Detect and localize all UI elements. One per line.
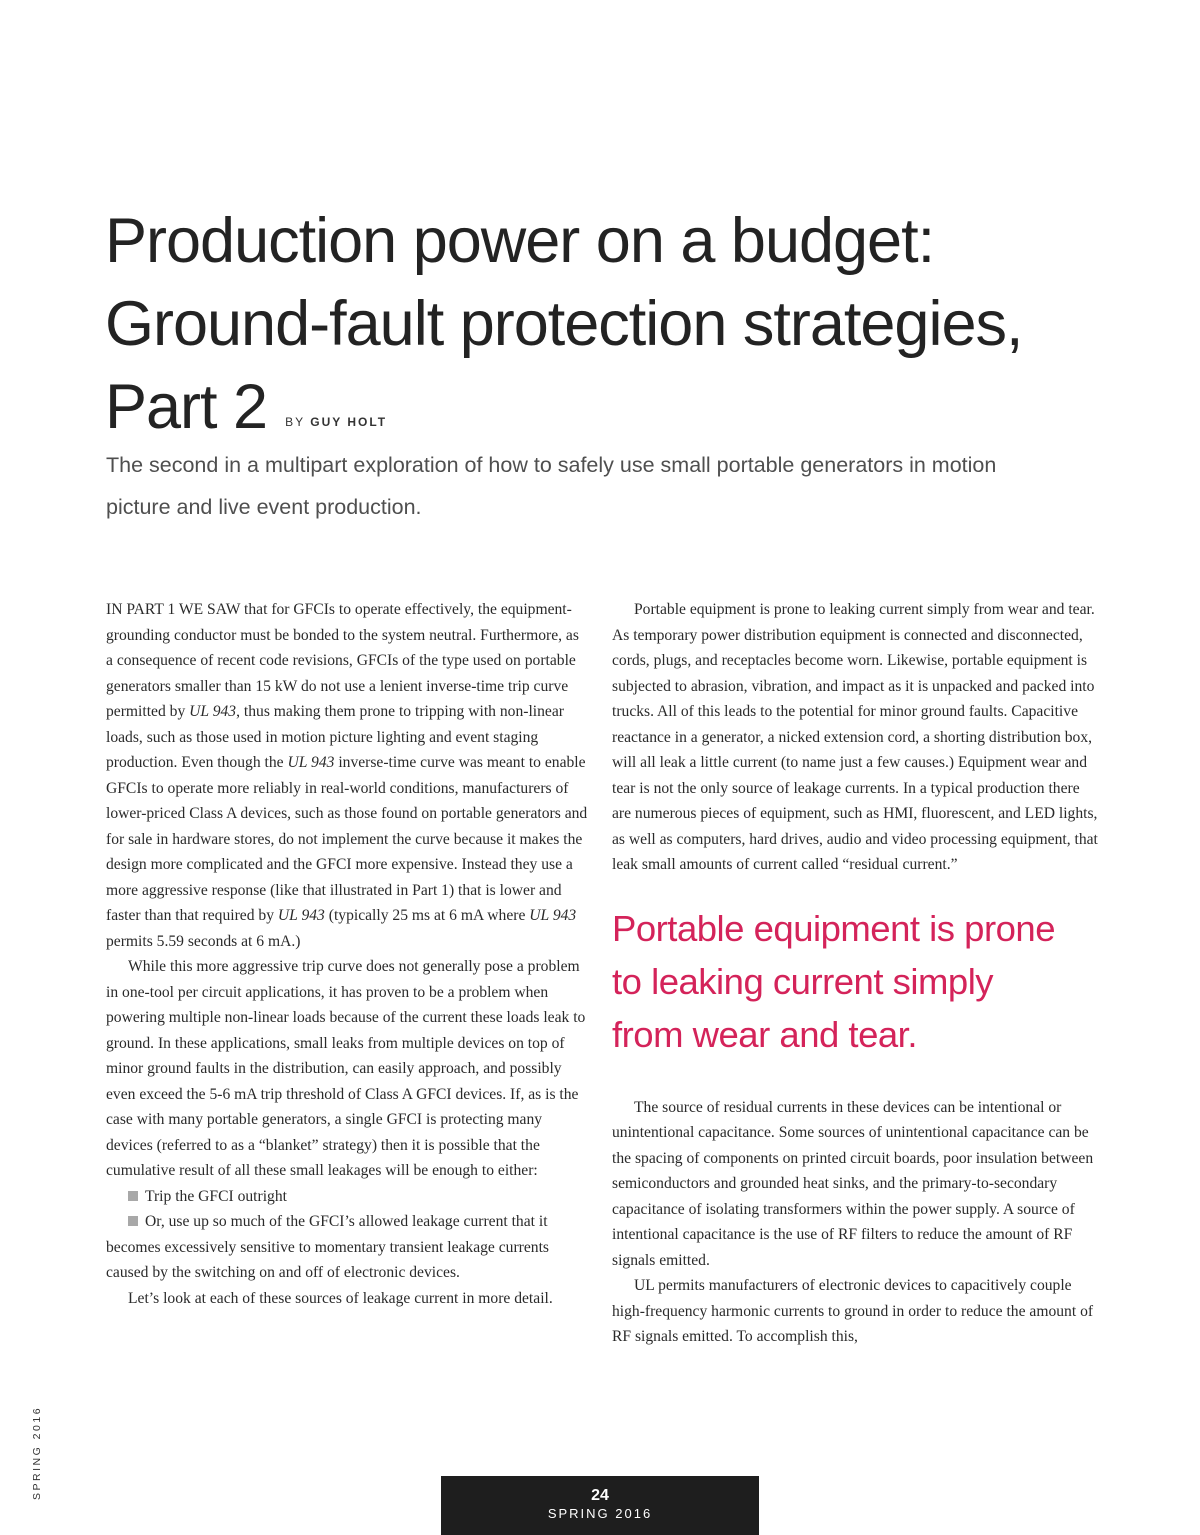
left-column xyxy=(106,597,589,1311)
body-paragraph: While this more aggressive trip curve does not generally pose a problem in one-tool per circuit applications, it has proven to be a problem when powering multiple non-linear loads because of the current these loads leak to ground. In these applications, small leaks from multiple devices on top of minor ground faults in the distribution, can easily approach, and possibly even exceed the 5-6 mA trip threshold of Class A GFCI devices. If, as is the case with many portable generators, a single GFCI is protecting many devices (referred to as a “blanket” strategy) then it is possible that the cumulative result of all these small leakages will be enough to either: xyxy=(106,958,586,1179)
byline xyxy=(285,415,387,429)
intro-text-c: inverse-time curve was meant to enable GFCIs to operate more reliably in real-world conditions, manufacturers of lower-priced Class A devices, such as those found on portable generators and for sale in hardware stores, do not implement the curve because it makes the design more complicated and the GFCI more expensive. Instead they use a more aggressive response (like that illustrated in Part 1) that is lower and faster than that required by xyxy=(106,754,588,924)
side-issue-label: SPRING 2016 xyxy=(31,1405,43,1500)
intro-paragraph xyxy=(106,597,589,954)
intro-text-e: permits 5.59 seconds at 6 mA.) xyxy=(106,932,301,950)
intro-text-a: IN PART 1 WE SAW that for GFCIs to operate effectively, the equipment-grounding conductor must be bonded to the system neutral. Furthermore, as a consequence of recent code revisions, GFCIs of the type used on portable generators smaller than 15 kW do not use a lenient inverse-time trip curve permitted by xyxy=(106,601,579,720)
pull-quote-line: from wear and tear. xyxy=(612,1013,917,1055)
pull-quote xyxy=(612,902,1098,1061)
bullet-item xyxy=(106,1184,589,1210)
title-line-3-text: Part 2 xyxy=(105,372,268,442)
page-number: 24 xyxy=(591,1487,609,1504)
intro-text-d: (typically 25 ms at 6 mA where xyxy=(324,907,530,924)
bullet-text: Or, use up so much of the GFCI’s allowed leakage current that it becomes excessively sensitive to momentary transient leakage currents caused by the switching on and off of electronic devices. xyxy=(106,1213,549,1281)
right-column xyxy=(612,597,1098,1350)
intro-text-b: , thus making them prone to tripping with non-linear loads, such as those used in motion picture lighting and event staging production. Even though the xyxy=(106,703,564,771)
title-line-1: Production power on a budget: xyxy=(105,206,935,276)
title-line-2: Ground-fault protection strategies, xyxy=(105,289,1023,359)
byline-prefix: BY xyxy=(285,415,305,429)
body-paragraph: UL permits manufacturers of electronic devices to capacitively couple high-frequency harmonic currents to ground in order to reduce the amount of RF signals emitted. To accomplish this, xyxy=(612,1277,1094,1345)
body-paragraph: Portable equipment is prone to leaking current simply from wear and tear. As temporary power distribution equipment is connected and disconnected, cords, plugs, and receptacles become worn. Likewise, portable equipment is subjected to abrasion, vibration, and impact as it is unpacked and packed into trucks. All of this leads to the potential for minor ground faults. Capacitive reactance in a generator, a nicked extension cord, a shorting distribution box, will all leak a little current (to name just a few causes.) Equipment wear and tear is not the only source of leakage currents. In a typical production there are numerous pieces of equipment, such as HMI, fluorescent, and LED lights, as well as computers, hard drives, audio and video processing equipment, that leak small amounts of current called “residual current.” xyxy=(612,601,1098,873)
standard-ref: UL 943 xyxy=(189,703,237,720)
bullet-item xyxy=(106,1209,589,1286)
standard-ref: UL 943 xyxy=(277,907,325,924)
article-title xyxy=(105,200,1105,464)
author-name: GUY HOLT xyxy=(310,415,388,429)
footer-issue: SPRING 2016 xyxy=(547,1506,653,1521)
pull-quote-line: to leaking current simply xyxy=(612,960,994,1002)
body-paragraph: Let’s look at each of these sources of leakage current in more detail. xyxy=(128,1289,553,1307)
pull-quote-line: Portable equipment is prone xyxy=(612,907,1056,949)
article-deck: The second in a multipart exploration of how to safely use small portable generators in motion picture and live event production. xyxy=(106,453,997,519)
standard-ref: UL 943 xyxy=(287,754,335,771)
square-bullet-icon xyxy=(128,1216,138,1226)
page-footer xyxy=(441,1476,759,1535)
standard-ref: UL 943 xyxy=(529,907,577,924)
body-paragraph: The source of residual currents in these devices can be intentional or unintentional capacitance. Some sources of unintentional capacitance can be the spacing of components on printed circuit boards, poor insulation between semiconductors and grounded heat sinks, and the primary-to-secondary capacitance of isolating transformers within the power supply. A source of intentional capacitance is the use of RF filters to reduce the amount of RF signals emitted. xyxy=(612,1098,1094,1269)
bullet-text: Trip the GFCI outright xyxy=(145,1187,287,1205)
square-bullet-icon xyxy=(128,1191,138,1201)
